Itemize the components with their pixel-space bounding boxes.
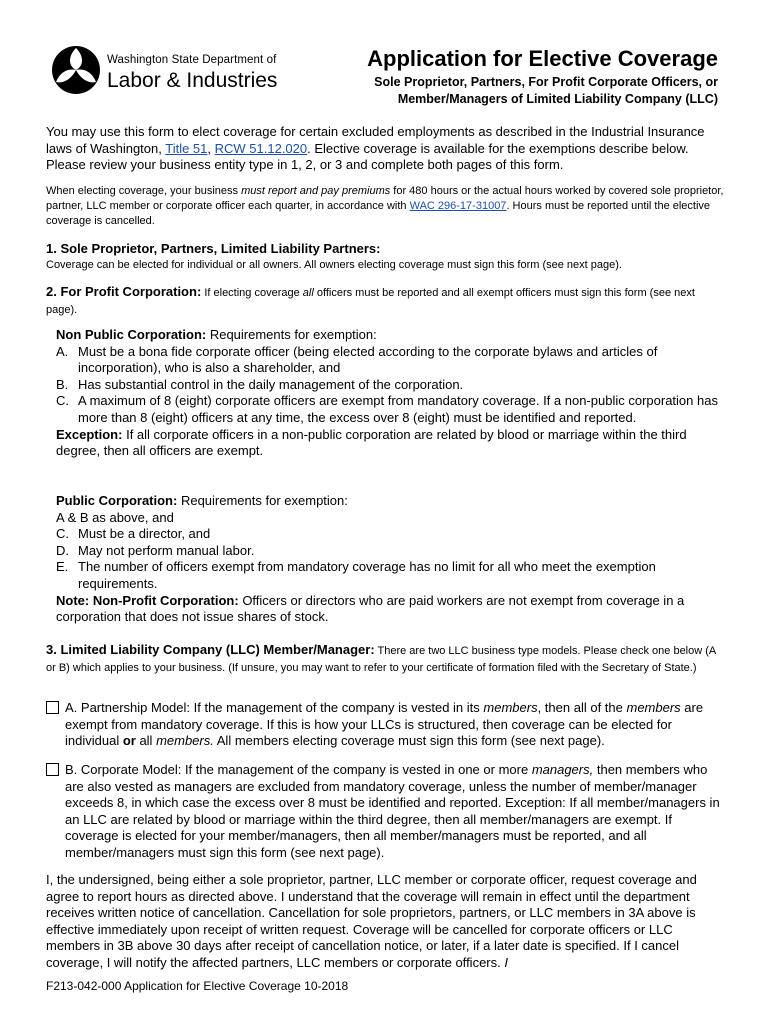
section-1 [46, 241, 726, 258]
nonpublic-heading: Non Public Corporation: [56, 327, 207, 342]
rcw-link[interactable]: RCW 51.12.020 [214, 140, 308, 156]
section-3: 3. Limited Liability Company (LLC) Member/Manager: There are two LLC business type models. Please check one below (A or B) which applies to your business. (If unsure, you may want to refer to your certificate of formation filed with the Secretary of State.) [46, 642, 716, 674]
corporate-model-checkbox[interactable] [46, 763, 59, 776]
public-heading: Public Corporation: [56, 493, 178, 508]
section-1-heading: 1. Sole Proprietor, Partners, Limited Liability Partners: [46, 241, 381, 256]
form-subtitle [374, 74, 718, 108]
section-1-body: Coverage can be elected for individual or all owners. All owners electing coverage must sign this form (see next page). [46, 259, 622, 271]
list-item: C. A maximum of 8 (eight) corporate officers are exempt from mandatory coverage. If a non-public corporation has more than 8 (eight) officers at any time, the excess over 8 (eight) must be identified and reported. [56, 393, 718, 425]
form-title: Application for Elective Coverage [367, 46, 718, 71]
list-item: E. The number of officers exempt from mandatory coverage has no limit for all who meet the exemption requirements. [56, 559, 656, 591]
partnership-model-checkbox[interactable] [46, 701, 59, 714]
llc-option-a: A. Partnership Model: If the management of the company is vested in its members, then all of the members are exempt from mandatory coverage. If this is how your LLCs is structured, then coverage can be elected for individual or all members. All members electing coverage must sign this form (see next page). [46, 700, 726, 750]
list-item: A. Must be a bona fide corporate officer (being elected according to the corporate bylaws and articles of incorporation), who is also a shareholder, and [56, 343, 658, 376]
agency-name: Labor & Industries [107, 69, 278, 92]
lni-logo-icon [50, 44, 102, 96]
wac-link[interactable]: WAC 296-17-31007 [409, 200, 507, 212]
nonprofit-note: Note: Non-Profit Corporation: Officers or directors who are paid workers are not exempt from coverage in a corporation that does not issue shares of stock. [56, 592, 685, 625]
section-3-heading: 3. Limited Liability Company (LLC) Member/Manager: [46, 642, 375, 657]
section-2-heading: 2. For Profit Corporation: [46, 284, 202, 299]
subtitle-line-2: Member/Managers of Limited Liability Company (LLC) [397, 92, 718, 106]
agency-logo [50, 44, 280, 96]
public-corporation: Public Corporation: Requirements for exemption: A & B as above, and C. Must be a director, and D. May not perform manual labor. E. The number of officers exempt from mandatory coverage has no limit for all who meet the exemption requirements. Note: Non-Profit Corporation: Officers or directors who are paid workers are not exempt from coverage in a corporation that does not issue shares of stock. [56, 493, 726, 626]
section-2: 2. For Profit Corporation: If electing coverage all officers must be reported and all exempt officers must sign this form (see next page). [46, 284, 695, 316]
agency-department: Washington State Department of [107, 54, 277, 66]
exception-note: Exception: If all corporate officers in a non-public corporation are related by blood or marriage within the third degree, then all officers are exempt. [56, 426, 687, 459]
llc-option-b: B. Corporate Model: If the management of the company is vested in one or more managers, then members who are also vested as managers are excluded from mandatory coverage, unless the number of member/manager exceeds 8, in which case the excess over 8 must be identified and reported. Exception: If all member/managers in an LLC are related by blood or marriage within the third degree, then all member/managers are exempt. If coverage is elected for your member/managers, then all member/managers must be reported, and all member/managers must sign this form (see next page). [46, 762, 726, 862]
title-51-link[interactable]: Title 51 [165, 140, 208, 156]
subtitle-line-1: Sole Proprietor, Partners, For Profit Corporate Officers, or [374, 75, 718, 89]
list-item: B. Has substantial control in the daily management of the corporation. [56, 376, 464, 392]
nonpublic-corporation: Non Public Corporation: Requirements for exemption: A. Must be a bona fide corporate officer (being elected according to the corporate bylaws and articles of incorporation), who is also a shareholder, and B. Has substantial control in the daily management of the corporation. C. A maximum of 8 (eight) corporate officers are exempt from mandatory coverage. If a non-public corporation has more than 8 (eight) officers at any time, the excess over 8 (eight) must be identified and reported. Exception: If all corporate officers in a non-public corporation are related by blood or marriage within the third degree, then all officers are exempt. [56, 327, 726, 460]
reporting-notice: When electing coverage, your business must report and pay premiums for 480 hours or the actual hours worked by covered sole proprietor, partner, LLC member or corporate officer each quarter, in accordance with WAC 296-17-31007. Hours must be reported until the elective coverage is cancelled. [46, 185, 724, 227]
list-item: D. May not perform manual labor. [56, 542, 255, 558]
attestation-paragraph: I, the undersigned, being either a sole proprietor, partner, LLC member or corporate officer, request coverage and agree to report hours as directed above. I understand that the coverage will remain in effect until the department receives written notice of cancellation. Cancellation for sole proprietors, partners, or LLC members in 3A above is effective immediately upon receipt of written request. Coverage will be cancelled for corporate officers or LLC members in 3B above 30 days after receipt of cancellation notice, or later, if a later date is specified. If I cancel coverage, I will notify the affected partners, LLC members or corporate officers. I [46, 872, 697, 970]
list-item: C. Must be a director, and [56, 526, 211, 542]
intro-paragraph: You may use this form to elect coverage for certain excluded employments as described in the Industrial Insurance laws of Washington, Title 51, RCW 51.12.020. Elective coverage is available for the exemptions describe below. Please review your business entity type in 1, 2, or 3 and complete both pages of this form. [46, 124, 705, 173]
form-footer-id: F213-042-000 Application for Elective Coverage 10-2018 [46, 979, 349, 993]
